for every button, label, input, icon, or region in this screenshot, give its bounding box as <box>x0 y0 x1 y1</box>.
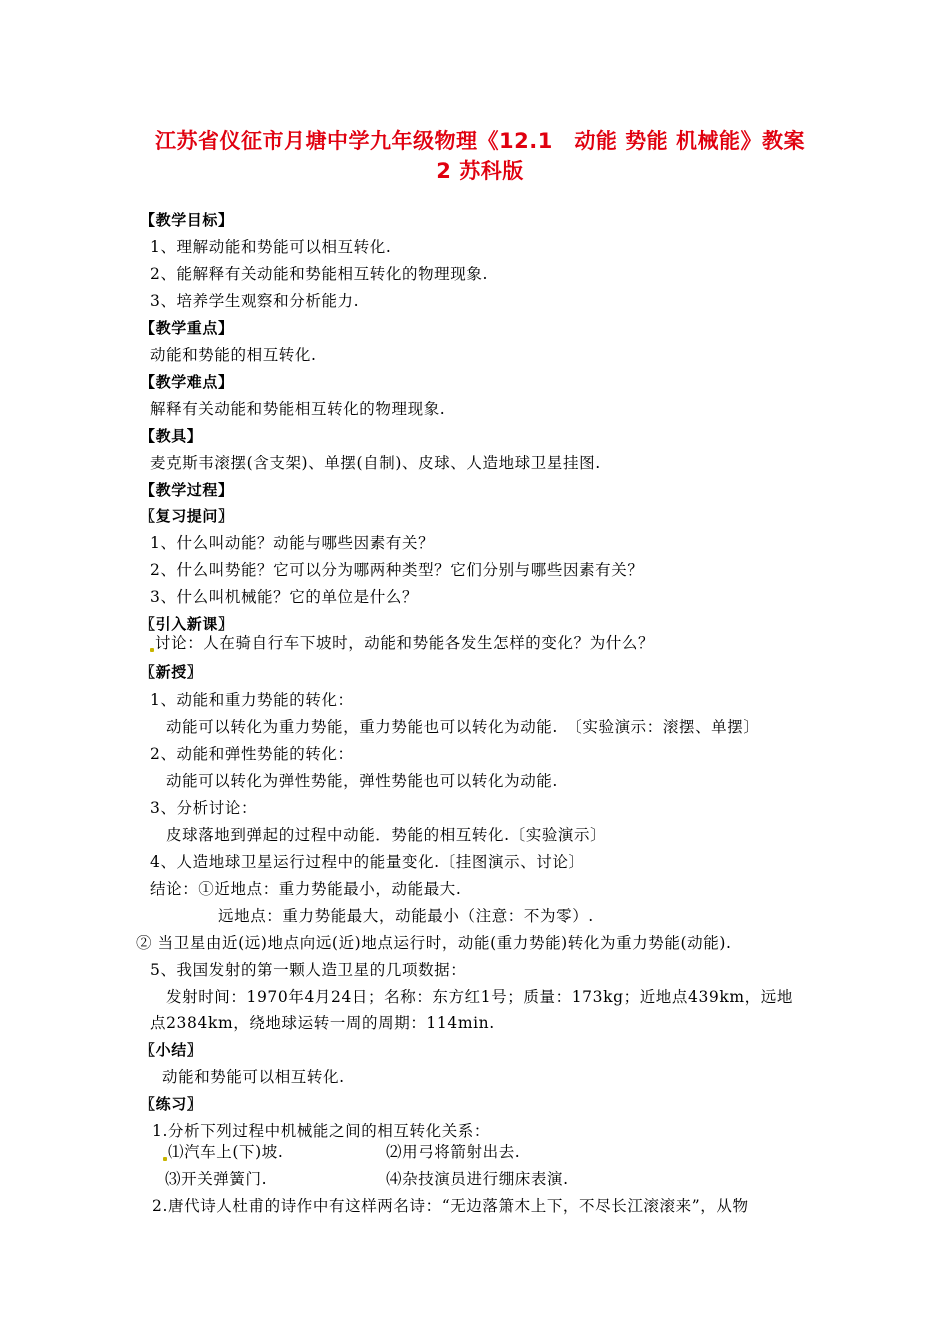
introduction-discussion <box>150 633 654 653</box>
exercise-2: 2.唐代诗人杜甫的诗作中有这样两名诗：“无边落箫木上下，不尽长江滚滚来”，从物 <box>152 1197 749 1215</box>
introduction-discussion-text: 讨论：人在骑自行车下坡时，动能和势能各发生怎样的变化？为什么？ <box>155 634 655 652</box>
heading-new-lesson: 〖新授〗 <box>140 663 203 681</box>
lesson-item-1-text: 动能可以转化为重力势能，重力势能也可以转化为动能. 〔实验演示：滚摆、单摆〕 <box>166 718 760 736</box>
exercise-1: 1.分析下列过程中机械能之间的相互转化关系： <box>152 1122 490 1140</box>
document-title-line2: 2 苏科版 <box>436 159 524 183</box>
lesson-item-3-text: 皮球落地到弹起的过程中动能．势能的相互转化.〔实验演示〕 <box>166 826 607 844</box>
heading-review: 〖复习提问〗 <box>140 507 234 525</box>
exercise-1-a <box>163 1142 283 1162</box>
document-title-line1: 江苏省仪征市月塘中学九年级物理《12.1 动能 势能 机械能》教案 <box>155 129 805 153</box>
conclusion-transfer: ② 当卫星由近(远)地点向远(近)地点运行时，动能(重力势能)转化为重力势能(动能). <box>136 934 732 952</box>
lesson-item-1: 1、动能和重力势能的转化： <box>150 691 354 709</box>
difficulty-text: 解释有关动能和势能相互转化的物理现象. <box>150 400 446 418</box>
conclusion-apogee: 远地点：重力势能最大，动能最小（注意：不为零）. <box>218 907 594 925</box>
exercise-1-d: ⑷杂技演员进行绷床表演. <box>386 1170 569 1188</box>
review-question-3: 3、什么叫机械能？它的单位是什么？ <box>150 588 419 606</box>
lesson-item-2: 2、动能和弹性势能的转化： <box>150 745 354 763</box>
heading-summary: 〖小结〗 <box>140 1041 203 1059</box>
heading-key-points: 【教学重点】 <box>140 319 234 337</box>
marker-dot <box>150 648 154 652</box>
key-point-text: 动能和势能的相互转化. <box>150 346 317 364</box>
exercise-1-b: ⑵用弓将箭射出去. <box>386 1143 521 1161</box>
summary-text: 动能和势能可以相互转化. <box>162 1068 345 1086</box>
exercise-1-a-text: ⑴汽车上(下)坡. <box>168 1143 284 1161</box>
review-question-2: 2、什么叫势能？它可以分为哪两种类型？它们分别与哪些因素有关？ <box>150 561 644 579</box>
exercise-1-c: ⑶开关弹簧门. <box>165 1170 268 1188</box>
heading-introduction: 〖引入新课〗 <box>140 615 234 633</box>
conclusion-perigee: 结论：①近地点：重力势能最小，动能最大. <box>150 880 462 898</box>
heading-exercises: 〖练习〗 <box>140 1095 203 1113</box>
objective-3: 3、培养学生观察和分析能力. <box>150 292 360 310</box>
marker-dot <box>163 1157 167 1161</box>
heading-teaching-aids: 【教具】 <box>140 427 203 445</box>
lesson-item-2-text: 动能可以转化为弹性势能，弹性势能也可以转化为动能. <box>166 772 558 790</box>
satellite-data-line2: 点2384km，绕地球运转一周的周期：114min. <box>150 1014 495 1032</box>
objective-2: 2、能解释有关动能和势能相互转化的物理现象. <box>150 265 488 283</box>
satellite-data-line1: 发射时间：1970年4月24日；名称：东方红1号；质量：173kg；近地点439km，远地 <box>166 988 793 1006</box>
heading-process: 【教学过程】 <box>140 481 234 499</box>
heading-difficulties: 【教学难点】 <box>140 373 234 391</box>
review-question-1: 1、什么叫动能？动能与哪些因素有关？ <box>150 534 435 552</box>
objective-1: 1、理解动能和势能可以相互转化. <box>150 238 392 256</box>
lesson-item-5: 5、我国发射的第一颗人造卫星的几项数据： <box>150 961 467 979</box>
lesson-item-3: 3、分析讨论： <box>150 799 258 817</box>
heading-objectives: 【教学目标】 <box>140 211 234 229</box>
lesson-item-4: 4、人造地球卫星运行过程中的能量变化.〔挂图演示、讨论〕 <box>150 853 585 871</box>
teaching-aids-text: 麦克斯韦滚摆(含支架)、单摆(自制)、皮球、人造地球卫星挂图. <box>150 454 601 472</box>
